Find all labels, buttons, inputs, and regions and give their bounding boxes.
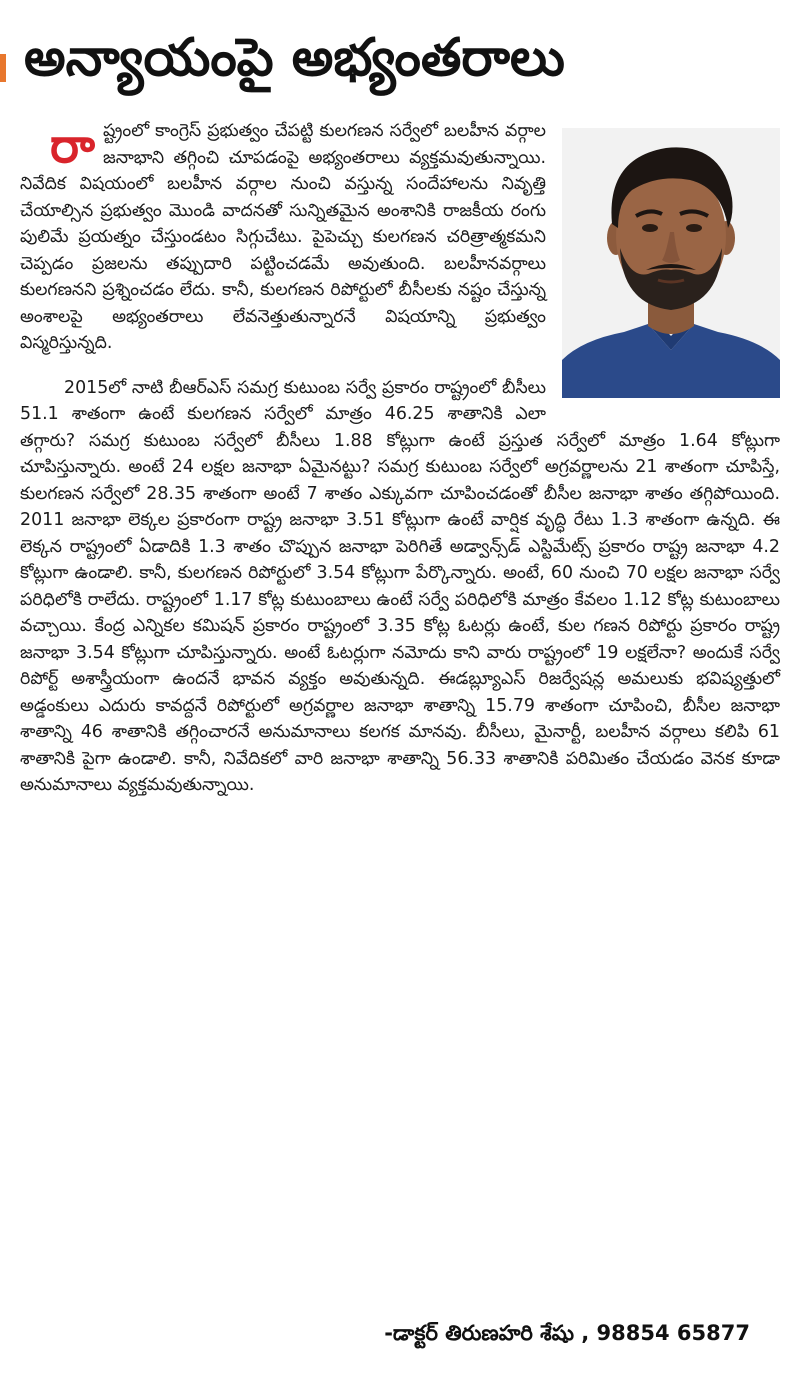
author-photo [562,128,780,398]
author-signature: -డాక్టర్ తిరుణహరి శేషు , 98854 65877 [384,1321,750,1345]
headline: అన్యాయంపై అభ్యంతరాలు [24,28,565,88]
accent-bar [0,54,6,82]
paragraph-1-text: ష్ట్రంలో కాంగ్రెస్ ప్రభుత్వం చేపట్టి కులగణన సర్వేలో బలహీన వర్గాల జనాభాని తగ్గించి చూపడంపై అభ్యంతరాలు వ్యక్తమవుతున్నాయి. నివేదిక విషయంలో బలహీన వర్గాల నుంచి వస్తున్న సందేహాలను నివృత్తి చేయాల్సిన ప్రభుత్వం మొండి వాదనతో సున్నితమైన అంశానికి రాజకీయ రంగు పులిమే ప్రయత్నం చేస్తుండటం సిగ్గుచేటు. పైపెచ్చు కులగణన చరిత్రాత్మకమని చెప్పడం ప్రజలను తప్పుదారి పట్టించడమే అవుతుంది. బలహీనవర్గాలు కులగణనని ప్రశ్నించడం లేదు. కానీ, కులగణన రిపోర్టులో బీసీలకు నష్టం చేస్తున్న అంశాలపై అభ్యంతరాలు లేవనెత్తుతున్నారనే విషయాన్ని ప్రభుత్వం విస్మరిస్తున్నది. [20,121,546,353]
article-body [20,118,780,799]
paragraph-2: 2015లో నాటి బీఆర్ఎస్ సమగ్ర కుటుంబ సర్వే ప్రకారం రాష్ట్రంలో బీసీలు 51.1 శాతంగా ఉంటే కులగణన సర్వేలో మాత్రం 46.25 శాతానికి ఎలా తగ్గారు? సమగ్ర కుటుంబ సర్వేలో బీసీలు 1.88 కోట్లుగా ఉంటే ప్రస్తుత సర్వేలో మాత్రం 1.64 కోట్లుగా చూపిస్తున్నారు. అంటే 24 లక్షల జనాభా ఏమైనట్టు? సమగ్ర కుటుంబ సర్వేలో అగ్రవర్ణాలను 21 శాతంగా చూపిస్తే, కులగణన సర్వేలో 28.35 శాతంగా అంటే 7 శాతం ఎక్కువగా చూపించడంతో బీసీల జనాభా శాతం తగ్గిపోయింది. 2011 జనాభా లెక్కల ప్రకారంగా రాష్ట్ర జనాభా 3.51 కోట్లుగా ఉంటే వార్షిక వృద్ధి రేటు 1.3 శాతంగా ఉన్నది. ఈ లెక్కన రాష్ట్రంలో ఏడాదికి 1.3 శాతం చొప్పున జనాభా పెరిగితే అడ్వాన్స్‌డ్ ఎస్టిమేట్స్ ప్రకారం రాష్ట్ర జనాభా 4.2 కోట్లుగా ఉండాలి. కానీ, కులగణన రిపోర్టులో 3.54 కోట్లుగా పేర్కొన్నారు. అంటే, 60 నుంచి 70 లక్షల జనాభా సర్వే పరిధిలోకి రాలేదు. రాష్ట్రంలో 1.17 కోట్ల కుటుంబాలు ఉంటే సర్వే పరిధిలోకి మాత్రం కేవలం 1.12 కోట్ల కుటుంబాలు వచ్చాయి. కేంద్ర ఎన్నికల కమిషన్ ప్రకారం రాష్ట్రంలో 3.35 కోట్ల ఓటర్లు ఉంటే, కుల గణన రిపోర్టు ప్రకారం రాష్ట్ర జనాభా 3.54 కోట్లుగా చూపిస్తున్నారు. అంటే ఓటర్లుగా నమోదు కాని వారు రాష్ట్రంలో 19 లక్షలేనా? అందుకే సర్వే రిపోర్ట్ అశాస్త్రీయంగా ఉందనే భావన వ్యక్తం అవుతున్నది. ఈడబ్ల్యూఎస్ రిజర్వేషన్ల అమలుకు భవిష్యత్తులో అడ్డంకులు ఎదురు కావద్దనే రిపోర్టులో అగ్రవర్ణాల జనాభా శాతాన్ని 15.79 శాతంగా చూపించి, బీసీల జనాభా శాతాన్ని 46 శాతానికి తగ్గించారనే అనుమానాలు కలగక మానవు. బీసీలు, మైనార్టీ, బలహీన వర్గాలు కలిపి 61 శాతానికి పైగా ఉండాలి. కానీ, నివేదికలో వారి జనాభా శాతాన్ని 56.33 శాతానికి పరిమితం చేయడం వెనక కూడా అనుమానాలు వ్యక్తమవుతున్నాయి. [20,377,780,795]
dropcap: రా [50,118,95,174]
author-portrait-icon [562,128,780,398]
